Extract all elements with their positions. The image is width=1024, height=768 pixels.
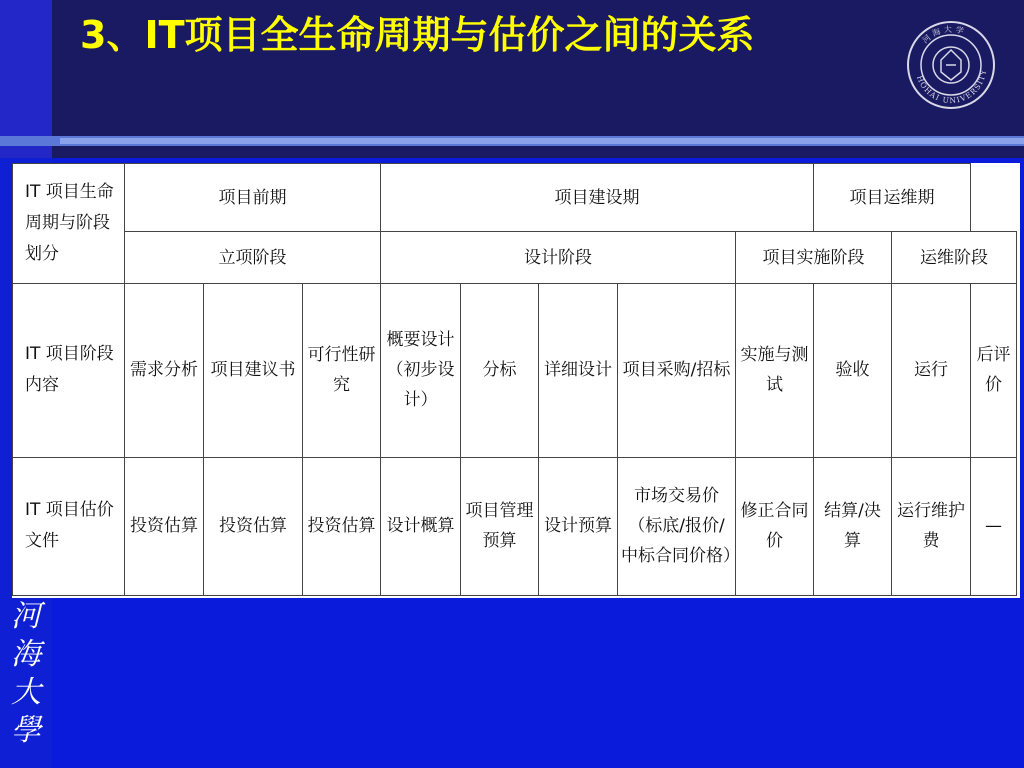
cell-estimate: 设计概算	[381, 457, 461, 595]
table-row	[13, 284, 1017, 457]
cell-content: 项目建议书	[204, 284, 303, 457]
cell-estimate: 投资估算	[303, 457, 381, 595]
cell-implementation-stage: 项目实施阶段	[736, 232, 892, 284]
cell-estimate: 投资估算	[125, 457, 204, 595]
cell-operation-stage: 运维阶段	[892, 232, 1017, 284]
header-divider-light	[60, 138, 1024, 144]
cell-content: 实施与测试	[736, 284, 814, 457]
cell-approval-stage: 立项阶段	[125, 232, 381, 284]
calligraphy-char: 河	[11, 599, 41, 634]
cell-content: 项目采购/招标	[618, 284, 736, 457]
cell-estimate: 项目管理预算	[461, 457, 539, 595]
lifecycle-table	[12, 163, 1017, 596]
slide-title: 3、IT项目全生命周期与估价之间的关系	[80, 13, 755, 57]
calligraphy-char: 學	[11, 713, 41, 748]
cell-estimate: 运行维护费	[892, 457, 971, 595]
table-row	[13, 164, 1017, 232]
cell-estimate: —	[971, 457, 1017, 595]
calligraphy-char: 海	[11, 637, 41, 672]
cell-estimate: 市场交易价（标底/报价/中标合同价格）	[618, 457, 736, 595]
cell-content: 需求分析	[125, 284, 204, 457]
calligraphy-watermark	[4, 598, 48, 758]
cell-design-stage: 设计阶段	[381, 232, 736, 284]
cell-content: 概要设计（初步设计）	[381, 284, 461, 457]
cell-content: 详细设计	[539, 284, 618, 457]
row-header-lifecycle: IT 项目生命周期与阶段划分	[13, 164, 125, 284]
university-logo	[906, 20, 996, 110]
cell-content: 后评价	[971, 284, 1017, 457]
calligraphy-char: 大	[11, 675, 41, 710]
cell-content: 运行	[892, 284, 971, 457]
cell-estimate: 投资估算	[204, 457, 303, 595]
table-row	[13, 232, 1017, 284]
cell-content: 分标	[461, 284, 539, 457]
svg-text:河海大学	[921, 24, 968, 45]
lower-background	[52, 600, 1024, 768]
row-header-content: IT 项目阶段内容	[13, 284, 125, 457]
cell-pre-project: 项目前期	[125, 164, 381, 232]
logo-seal-text: 河海大学	[920, 24, 968, 46]
cell-content: 可行性研究	[303, 284, 381, 457]
cell-estimate: 修正合同价	[736, 457, 814, 595]
cell-construction-period: 项目建设期	[381, 164, 814, 232]
left-strip-top	[0, 0, 52, 158]
logo-university-text: HOHAI UNIVERSITY	[915, 68, 989, 106]
table-row	[13, 457, 1017, 595]
lifecycle-table-container	[12, 163, 1020, 598]
cell-operation-period: 项目运维期	[814, 164, 971, 232]
row-header-estimate: IT 项目估价文件	[13, 457, 125, 595]
cell-estimate: 设计预算	[539, 457, 618, 595]
cell-estimate: 结算/决算	[814, 457, 892, 595]
cell-content: 验收	[814, 284, 892, 457]
